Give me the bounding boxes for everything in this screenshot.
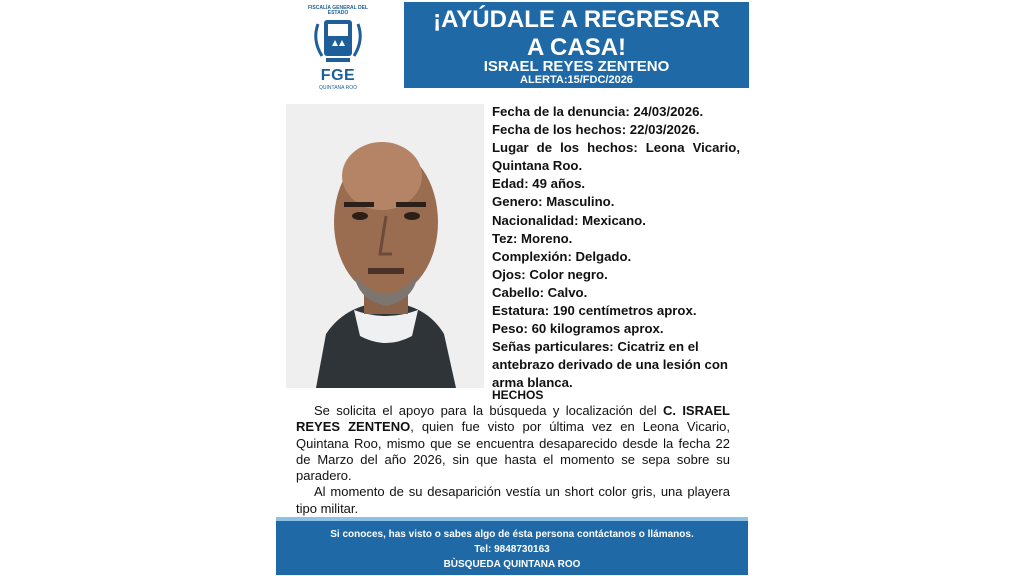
person-portrait-icon: [286, 104, 484, 388]
hechos-p1-name: C. ISRAEL REYES ZENTENO: [296, 403, 730, 435]
detail-cabello: Cabello: Calvo.: [492, 284, 588, 300]
contact-footer: [276, 517, 748, 575]
hechos-p1-start: Se solicita el apoyo para la búsqueda y localización del: [314, 403, 663, 418]
footer-contact-message: Si conoces, has visto o sabes algo de ésta persona contáctanos o llámanos.: [330, 529, 694, 540]
detail-estatura: Estatura: 190 centímetros aprox.: [492, 303, 697, 319]
shield-emblem-icon: [308, 16, 368, 68]
footer-org: BÙSQUEDA QUINTANA ROO: [443, 559, 581, 570]
person-photo: [286, 104, 484, 388]
detail-complexion: Complexión: Delgado.: [492, 248, 632, 264]
hechos-text: [296, 403, 730, 517]
footer-accent-line: [276, 517, 748, 521]
detail-fecha-denuncia: Fecha de la denuncia: 24/03/2026.: [492, 104, 704, 119]
fge-logo: [303, 6, 373, 90]
hechos-p1-end: , quien fue visto por última vez en Leona Vicario, Quintana Roo, mismo que se encuentra desaparecido desde la fecha 22 de Marzo del año 2026, sin que hasta el momento se sepa sobre su paradero.: [296, 419, 730, 484]
hechos-heading: HECHOS: [492, 388, 544, 402]
logo-acronym: FGE: [320, 67, 356, 84]
logo-bottom-text: QUINTANA ROO: [319, 85, 357, 91]
detail-senas: Señas particulares: Cicatriz en el antebrazo derivado de una lesión con arma blanca.: [492, 339, 728, 391]
detail-peso: Peso: 60 kilogramos aprox.: [492, 321, 664, 337]
missing-person-name: ISRAEL REYES ZENTENO: [483, 58, 670, 75]
detail-ojos: Ojos: Color negro.: [492, 266, 608, 282]
detail-genero: Genero: Masculino.: [492, 194, 615, 210]
alert-code: ALERTA:15/FDC/2026: [520, 74, 633, 86]
banner-title-line2: A CASA!: [526, 34, 627, 61]
hechos-paragraph-1: [296, 403, 730, 484]
hechos-paragraph-2: Al momento de su desaparición vestía un short color gris, una playera tipo militar.: [296, 484, 730, 516]
logo-top-text: FISCALÍA GENERAL DEL ESTADO: [307, 5, 368, 16]
banner-title-line1: ¡AYÚDALE A REGRESAR: [433, 6, 720, 33]
footer-phone: Tel: 9848730163: [474, 544, 550, 555]
header-banner: [404, 2, 749, 88]
detail-lugar: Lugar de los hechos: Leona Vicario, Quintana Roo.: [492, 140, 740, 174]
detail-nacionalidad: Nacionalidad: Mexicano.: [492, 212, 646, 228]
person-details: [492, 103, 740, 393]
detail-fecha-hechos: Fecha de los hechos: 22/03/2026.: [492, 122, 700, 138]
detail-tez: Tez: Moreno.: [492, 230, 573, 246]
detail-edad: Edad: 49 años.: [492, 176, 586, 192]
